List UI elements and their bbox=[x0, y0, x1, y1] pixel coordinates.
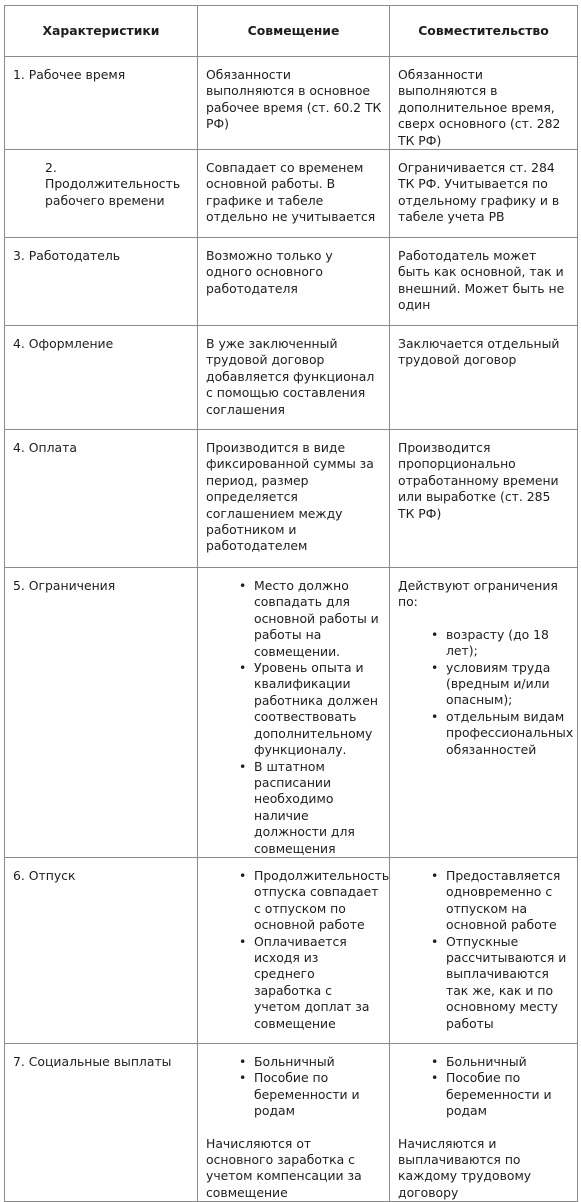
table-row bbox=[5, 150, 578, 238]
combination-vacation-list bbox=[206, 867, 390, 1032]
table-row bbox=[5, 1043, 578, 1201]
list-item: • Пособие по беременности и родам bbox=[254, 1070, 382, 1119]
comparison-table bbox=[4, 5, 578, 1202]
cell-combination: В уже заключенный трудовой договор добавляется функционал с помощью составления соглашения bbox=[198, 326, 390, 430]
combination-restrictions-list bbox=[206, 578, 382, 857]
table-row bbox=[5, 568, 578, 858]
list-item: • Пособие по беременности и родам bbox=[446, 1070, 570, 1119]
cell-parttime bbox=[390, 857, 578, 1043]
cell-parttime bbox=[390, 568, 578, 858]
cell-combination: Обязанности выполняются в основное рабочее время (ст. 60.2 ТК РФ) bbox=[198, 57, 390, 150]
list-item: • условиям труда (вредным и/или опасным); bbox=[446, 660, 570, 709]
list-item: • Продолжительность отпуска совпадает с отпуском по основной работе bbox=[254, 868, 382, 934]
header-parttime: Совместительство bbox=[390, 6, 578, 57]
cell-combination bbox=[198, 568, 390, 858]
cell-combination: Производится в виде фиксированной суммы за период, размер определяется соглашением между работником и работодателем bbox=[198, 430, 390, 568]
list-item: • Место должно совпадать для основной работы и работы на совмещении. bbox=[254, 578, 382, 660]
combination-social-note: Начисляются от основного заработка с учетом компенсации за совмещение bbox=[206, 1135, 362, 1200]
table-row bbox=[5, 430, 578, 568]
table-row bbox=[5, 326, 578, 430]
parttime-vacation-list bbox=[398, 868, 570, 1032]
table-header-row bbox=[5, 6, 578, 57]
parttime-restrictions-intro: Действуют ограничения по: bbox=[398, 578, 558, 610]
cell-parttime: Работодатель может быть как основной, так и внешний. Может быть не один bbox=[390, 238, 578, 326]
row-label: 4. Оплата bbox=[5, 430, 198, 568]
row-label: 6. Отпуск bbox=[5, 857, 198, 1043]
list-item: • Больничный bbox=[254, 1054, 382, 1070]
list-item: • отдельным видам профессиональных обязанностей bbox=[446, 709, 570, 758]
list-item: • Оплачивается исходя из среднего заработка с учетом доплат за совмещение bbox=[254, 934, 382, 1032]
table-row bbox=[5, 238, 578, 326]
list-item: • Больничный bbox=[446, 1054, 570, 1070]
cell-parttime: Обязанности выполняются в дополнительное время, сверх основного (ст. 282 ТК РФ) bbox=[390, 57, 578, 150]
cell-parttime bbox=[390, 1043, 578, 1201]
row-label: 4. Оформление bbox=[5, 326, 198, 430]
parttime-social-list bbox=[398, 1054, 570, 1120]
cell-parttime: Производится пропорционально отработанному времени или выработке (ст. 285 ТК РФ) bbox=[390, 430, 578, 568]
header-characteristics: Характеристики bbox=[5, 6, 198, 57]
row-label: 7. Социальные выплаты bbox=[5, 1043, 198, 1201]
cell-parttime: Заключается отдельный трудовой договор bbox=[390, 326, 578, 430]
list-item: • В штатном расписании необходимо наличие должности для совмещения bbox=[254, 759, 382, 857]
header-combination: Совмещение bbox=[198, 6, 390, 57]
parttime-social-note: Начисляются и выплачиваются по каждому трудовому договору bbox=[398, 1135, 532, 1200]
list-item: • Предоставляется одновременно с отпуском на основной работе bbox=[446, 868, 570, 934]
table-row bbox=[5, 857, 578, 1043]
table-row bbox=[5, 57, 578, 150]
row-label: 2. Продолжительность рабочего времени bbox=[5, 150, 198, 238]
cell-parttime: Ограничивается ст. 284 ТК РФ. Учитывается по отдельному графику и в табеле учета РВ bbox=[390, 150, 578, 238]
cell-combination: Совпадает со временем основной работы. В графике и табеле отдельно не учитывается bbox=[198, 150, 390, 238]
cell-combination: Возможно только у одного основного работодателя bbox=[198, 238, 390, 326]
row-label: 3. Работодатель bbox=[5, 238, 198, 326]
list-item: • возрасту (до 18 лет); bbox=[446, 627, 570, 660]
parttime-restrictions-list bbox=[398, 626, 574, 758]
row-label: 5. Ограничения bbox=[5, 568, 198, 858]
cell-combination bbox=[198, 857, 390, 1043]
cell-combination bbox=[198, 1043, 390, 1201]
combination-social-list bbox=[206, 1054, 382, 1120]
row-label: 1. Рабочее время bbox=[5, 57, 198, 150]
list-item: • Отпускные рассчитываются и выплачиваются так же, как и по основному месту работы bbox=[446, 934, 570, 1032]
list-item: • Уровень опыта и квалификации работника должен соотвествовать дополнительному функционалу. bbox=[254, 660, 382, 758]
